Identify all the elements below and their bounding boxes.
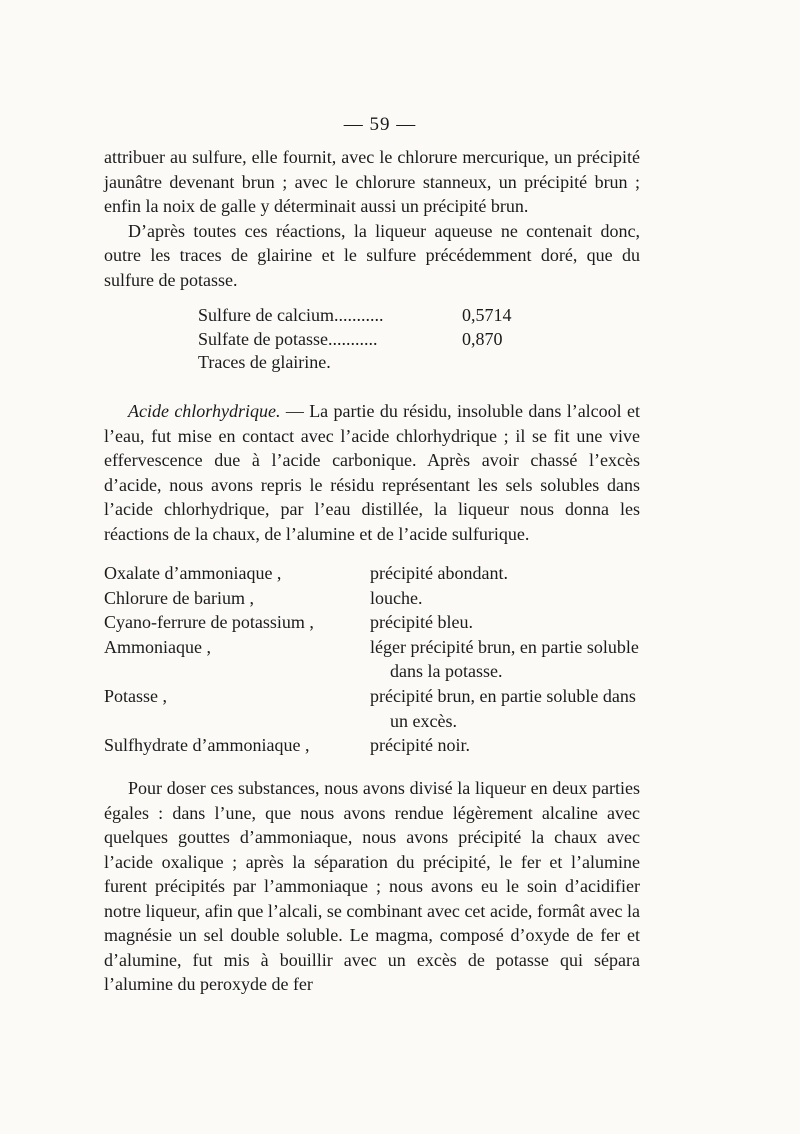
composition-name: Sulfure de calcium........... [198, 305, 384, 325]
paragraph-4: Pour doser ces substances, nous avons divisé la liqueur en deux parties égales : dans l’une, que nous avons rendue légèrement alcaline avec quelques gouttes d’ammoniaque, nous avons précipité la chaux avec l’acide oxalique ; après la séparation du précipité, le fer et l’alumine furent précipités par l’ammoniaque ; nous avons eu le soin d’acidifier notre liqueur, afin que l’alcali, se combinant avec cet acide, formât avec la magnésie un sel double soluble. Le magma, composé d’oxyde de fer et d’alumine, fut mis à bouillir avec un excès de potasse qui sépara l’alumine du peroxyde de fer [104, 778, 640, 994]
composition-value: 0,870 [462, 328, 503, 349]
paragraph-block-1 [104, 145, 640, 292]
reagent: Chlorure de barium , [104, 587, 254, 608]
composition-name: Traces de glairine. [198, 352, 331, 372]
reagent: Potasse , [104, 685, 167, 706]
reaction-result: précipité noir. [370, 735, 470, 756]
paragraph-1: attribuer au sulfure, elle fournit, avec le chlorure mercurique, un précipité jaunâtre devenant brun ; avec le chlorure stanneux, un précipité brun ; enfin la noix de galle y déterminait aussi un précipité brun. [104, 147, 640, 216]
reaction-result: précipité brun, en partie soluble dans [370, 685, 636, 706]
reaction-row [104, 684, 644, 733]
paragraph-block-3 [104, 399, 640, 546]
composition-row [198, 351, 538, 375]
reagent: Ammoniaque , [104, 636, 211, 657]
reaction-result: léger précipité brun, en partie soluble [370, 636, 639, 657]
reaction-result: précipité bleu. [370, 612, 473, 633]
reaction-result-continued: un excès. [390, 710, 457, 731]
paragraph-2: D’après toutes ces réactions, la liqueur aqueuse ne contenait donc, outre les traces de glairine et le sulfure précédemment doré, que du sulfure de potasse. [104, 220, 640, 290]
reagent: Oxalate d’ammoniaque , [104, 563, 282, 583]
paragraph-block-4 [104, 776, 640, 997]
composition-list [198, 304, 538, 375]
reagent: Cyano-ferrure de potassium , [104, 612, 314, 633]
composition-row [198, 328, 538, 352]
composition-name: Sulfate de potasse........... [198, 328, 378, 349]
reactions-table [104, 561, 644, 758]
reaction-row [104, 561, 644, 586]
reaction-row [104, 635, 644, 684]
paragraph-3-text: — La partie du résidu, insoluble dans l’alcool et l’eau, fut mise en contact avec l’acide chlorhydrique ; il se fit une vive effervescence due à l’acide carbonique. Après avoir chassé l’excès d’acide, nous avons repris le résidu représentant les sels solubles dans l’acide chlorhydrique, par l’eau distillée, la liqueur nous donna les réactions de la chaux, de l’alumine et de l’acide sulfurique. [104, 401, 641, 544]
reaction-result-continued: dans la potasse. [390, 661, 503, 682]
page-number: — 59 — [343, 114, 417, 135]
composition-value: 0,5714 [462, 305, 512, 325]
paragraph-3 [104, 399, 640, 546]
reaction-row [104, 733, 644, 758]
section-heading: Acide chlorhydrique. [128, 401, 281, 421]
reagent: Sulfhydrate d’ammoniaque , [104, 735, 310, 756]
reaction-result: louche. [370, 587, 423, 608]
composition-row [198, 304, 538, 328]
reaction-row [104, 610, 644, 635]
reaction-row [104, 586, 644, 611]
reaction-result: précipité abondant. [370, 563, 508, 583]
